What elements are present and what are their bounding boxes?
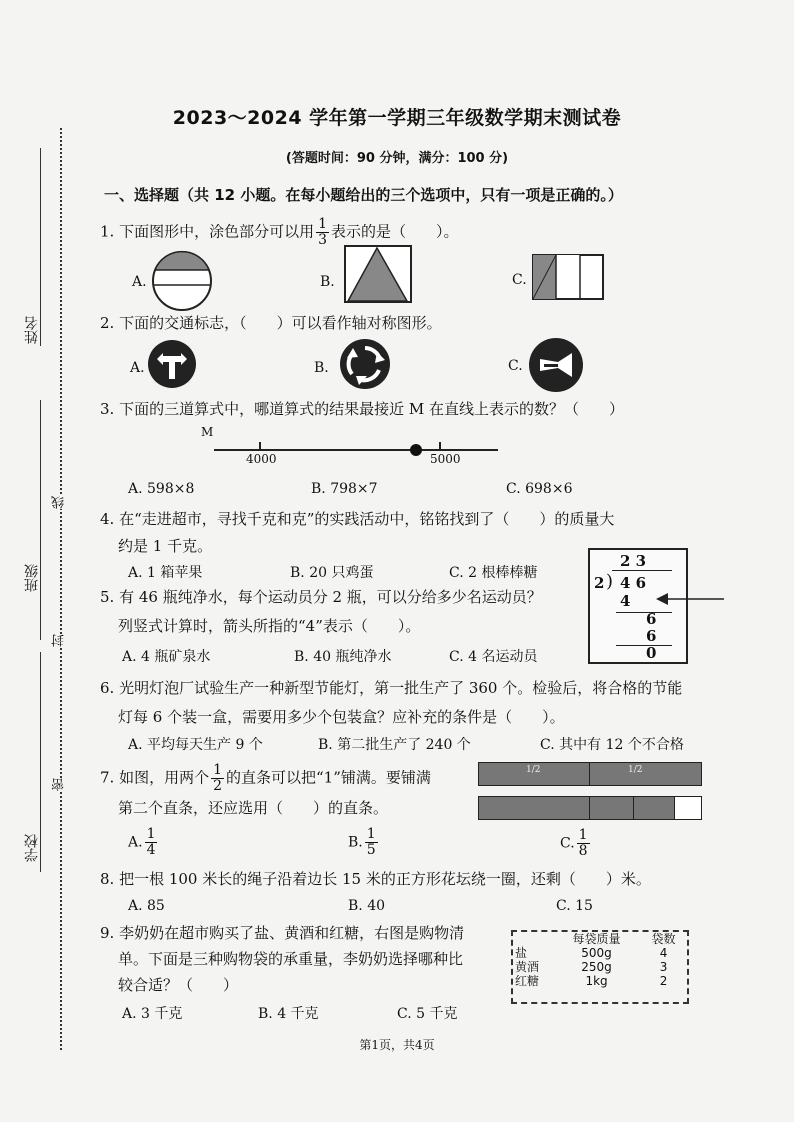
question-6-line-1: 6. 光明灯泡厂试验生产一种新型节能灯，第一批生产了 360 个。检验后，将合格的节能 <box>100 679 683 697</box>
table-row: 红糖 1kg 2 <box>515 974 668 988</box>
seal-word-seal: 封 <box>52 634 67 647</box>
exam-subtitle: (答题时间：90 分钟，满分：100 分) <box>285 151 509 166</box>
section-heading: 一、选择题（共 12 小题。在每小题给出的三个选项中，只有一项是正确的。） <box>104 186 623 204</box>
question-7-line-1: 7. 如图，用两个 $\frac{1}{2}$ 的直条可以把“1”铺满。要铺满 <box>100 762 431 794</box>
q1-option-c-label: C. <box>512 272 527 288</box>
q5-option-c: C. 4 名运动员 <box>449 649 538 665</box>
q2-option-b-roundabout-sign-icon <box>339 338 391 390</box>
division-divisor: 2 <box>594 574 605 592</box>
q8-option-a: A. 85 <box>128 898 165 914</box>
question-3: 3. 下面的三道算式中，哪道算式的结果最接近 M 在直线上表示的数？（ ） <box>100 400 624 418</box>
division-dividend: 4 6 <box>620 574 647 592</box>
q1-fraction: $\frac{1}{3}$ <box>318 216 328 248</box>
q3-tick-5000: 5000 <box>430 452 461 466</box>
q7-strip-full <box>478 762 702 786</box>
q3-option-a: A. 598×8 <box>128 481 195 497</box>
seal-word-secret: 密 <box>52 778 67 791</box>
question-4-line-1: 4. 在“走进超市，寻找千克和克”的实践活动中，铭铭找到了（ ）的质量大 <box>100 510 615 528</box>
q9-option-c: C. 5 千克 <box>397 1006 458 1022</box>
q4-option-b: B. 20 只鸡蛋 <box>290 565 374 581</box>
q1-text-post: 表示的是（ ）。 <box>331 222 459 241</box>
division-step-6a: 6 <box>646 610 657 628</box>
q2-option-c-label: C. <box>508 358 523 374</box>
long-division-figure <box>588 548 688 664</box>
q6-option-c: C. 其中有 12 个不合格 <box>540 737 684 753</box>
q9-option-b: B. 4 千克 <box>258 1006 319 1022</box>
q2-option-a-label: A. <box>130 360 145 376</box>
q3-marker-m: M <box>201 425 214 439</box>
q8-option-b: B. 40 <box>348 898 386 914</box>
q7-strip2-empty <box>675 797 701 819</box>
shopping-list-header-row: 每袋质量 袋数 <box>572 932 676 946</box>
division-quotient: 2 3 <box>620 552 647 570</box>
q7-option-a: A. $\frac{1}{4}$ <box>128 826 156 858</box>
question-5-line-1: 5. 有 46 瓶纯净水，每个运动员分 2 瓶，可以分给多少名运动员？ <box>100 588 542 606</box>
table-row: 盐 500g 4 <box>515 946 668 960</box>
q7-fraction: $\frac{1}{2}$ <box>213 762 223 794</box>
q7-strip2-half <box>479 797 590 819</box>
q2-option-a-turn-sign-icon <box>147 339 197 389</box>
class-label: 班级 <box>24 564 40 592</box>
seal-word-line: 线 <box>52 496 67 509</box>
division-bracket: ) <box>606 571 614 592</box>
name-label: 姓名 <box>24 316 40 344</box>
division-line-2 <box>616 645 672 646</box>
q7-strip2-seg-2 <box>634 797 676 819</box>
q3-option-b: B. 798×7 <box>311 481 378 497</box>
question-4-line-2: 约是 1 千克。 <box>118 537 213 555</box>
school-label: 学校 <box>24 834 40 862</box>
q3-option-c: C. 698×6 <box>506 481 573 497</box>
q8-option-c: C. 15 <box>556 898 593 914</box>
q9-option-a: A. 3 千克 <box>122 1006 183 1022</box>
question-8: 8. 把一根 100 米长的绳子沿着边长 15 米的正方形花坛绕一圈，还剩（ ）米。 <box>100 870 651 888</box>
q3-tick-4000: 4000 <box>246 452 277 466</box>
q1-text-pre: 1. 下面图形中，涂色部分可以用 <box>100 222 315 241</box>
q7-option-b: B. $\frac{1}{5}$ <box>348 826 376 858</box>
question-2: 2. 下面的交通标志，（ ）可以看作轴对称图形。 <box>100 314 442 332</box>
division-remainder: 0 <box>646 644 657 662</box>
q7-strip2-seg-1 <box>590 797 634 819</box>
q7-strip-label-1: 1/2 <box>526 765 541 775</box>
division-step-6b: 6 <box>646 627 657 645</box>
q2-option-c-horn-sign-icon <box>528 337 584 393</box>
division-step-4: 4 <box>620 592 631 610</box>
page-footer: 第1页，共4页 <box>359 1038 435 1052</box>
q1-option-c-figure <box>532 254 604 300</box>
q1-option-b-figure <box>344 245 412 303</box>
division-line-1 <box>616 612 672 613</box>
class-blank-line <box>40 400 41 640</box>
exam-title: 2023～2024 学年第一学期三年级数学期末测试卷 <box>172 107 622 129</box>
q1-option-a-figure <box>151 250 213 312</box>
question-9-line-2: 单。下面是三种购物袋的承重量，李奶奶选择哪种比 <box>118 950 464 968</box>
question-5-line-2: 列竖式计算时，箭头所指的“4”表示（ ）。 <box>118 617 421 635</box>
q1-option-a-label: A. <box>132 274 147 290</box>
question-9-line-3: 较合适？（ ） <box>118 976 239 994</box>
q7-option-c: C. $\frac{1}{8}$ <box>560 827 588 859</box>
q7-strip-half-2 <box>590 763 701 785</box>
q2-option-b-label: B. <box>314 360 329 376</box>
shopping-list-table <box>511 930 689 1004</box>
q6-option-a: A. 平均每天生产 9 个 <box>128 737 263 753</box>
q5-option-b: B. 40 瓶纯净水 <box>294 649 392 665</box>
q6-option-b: B. 第二批生产了 240 个 <box>318 737 471 753</box>
q1-option-b-label: B. <box>320 274 335 290</box>
q5-option-a: A. 4 瓶矿泉水 <box>122 649 211 665</box>
division-arrow-icon <box>656 592 726 606</box>
table-row: 黄酒 250g 3 <box>515 960 668 974</box>
q4-option-c: C. 2 根棒棒糖 <box>449 565 538 581</box>
division-bar <box>612 570 672 571</box>
question-6-line-2: 灯每 6 个装一盒，需要用多少个包装盒？应补充的条件是（ ）。 <box>118 708 565 726</box>
q7-strip-partial <box>478 796 702 820</box>
binding-dotted-line <box>60 128 62 1050</box>
q4-option-a: A. 1 箱苹果 <box>128 565 203 581</box>
question-9-line-1: 9. 李奶奶在超市购买了盐、黄酒和红糖，右图是购物清 <box>100 924 465 942</box>
q7-strip-label-2: 1/2 <box>628 765 643 775</box>
question-1 <box>100 217 459 248</box>
question-7-line-2: 第二个直条，还应选用（ ）的直条。 <box>118 799 389 817</box>
